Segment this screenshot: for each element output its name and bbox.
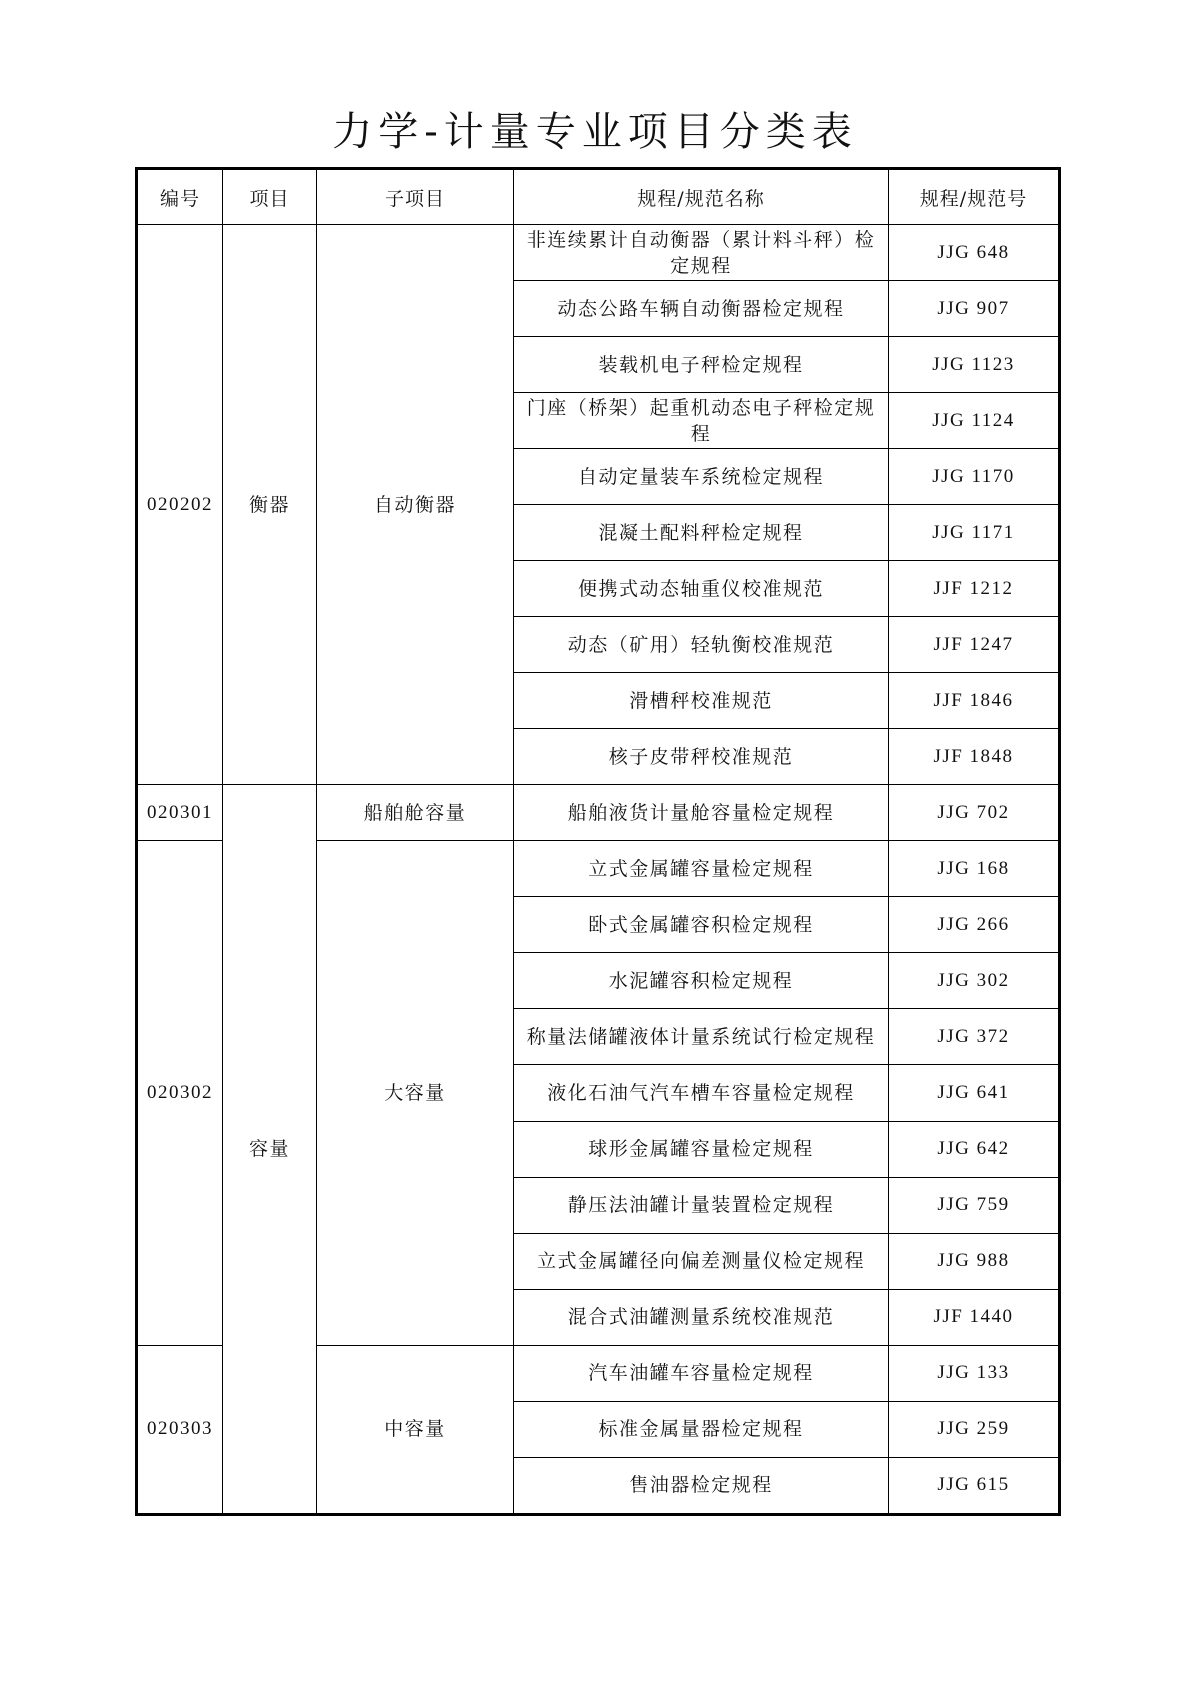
standard-name: 立式金属罐容量检定规程	[514, 841, 889, 897]
header-number: 规程/规范号	[889, 169, 1060, 225]
header-code: 编号	[137, 169, 223, 225]
standard-number: JJG 133	[889, 1345, 1060, 1401]
standard-number: JJF 1247	[889, 617, 1060, 673]
standard-number: JJG 259	[889, 1401, 1060, 1457]
table-row	[137, 785, 1060, 841]
standard-name: 自动定量装车系统检定规程	[514, 449, 889, 505]
standard-number: JJG 648	[889, 225, 1060, 281]
standard-name: 装载机电子秤检定规程	[514, 337, 889, 393]
standard-number: JJF 1848	[889, 729, 1060, 785]
group-code: 020303	[137, 1345, 223, 1514]
page-title: 力学-计量专业项目分类表	[332, 109, 858, 155]
standard-name: 静压法油罐计量装置检定规程	[514, 1177, 889, 1233]
group-code: 020302	[137, 841, 223, 1345]
standard-number: JJF 1440	[889, 1289, 1060, 1345]
standard-number: JJG 641	[889, 1065, 1060, 1121]
header-row	[137, 169, 1060, 225]
standard-name: 滑槽秤校准规范	[514, 673, 889, 729]
standard-number: JJF 1846	[889, 673, 1060, 729]
standard-number: JJG 988	[889, 1233, 1060, 1289]
group-code: 020202	[137, 225, 223, 785]
standard-name: 动态（矿用）轻轨衡校准规范	[514, 617, 889, 673]
standard-number: JJG 1124	[889, 393, 1060, 449]
classification-table	[135, 167, 1061, 1516]
standard-name: 船舶液货计量舱容量检定规程	[514, 785, 889, 841]
standard-number: JJF 1212	[889, 561, 1060, 617]
standard-name: 非连续累计自动衡器（累计料斗秤）检定规程	[514, 225, 889, 281]
group-subitem: 自动衡器	[317, 225, 514, 785]
standard-number: JJG 1123	[889, 337, 1060, 393]
standard-name: 立式金属罐径向偏差测量仪检定规程	[514, 1233, 889, 1289]
standard-name: 液化石油气汽车槽车容量检定规程	[514, 1065, 889, 1121]
group-subitem: 船舶舱容量	[317, 785, 514, 841]
standard-number: JJG 1171	[889, 505, 1060, 561]
standard-name: 称量法储罐液体计量系统试行检定规程	[514, 1009, 889, 1065]
standard-name: 球形金属罐容量检定规程	[514, 1121, 889, 1177]
standard-name: 混凝土配料秤检定规程	[514, 505, 889, 561]
header-item: 项目	[223, 169, 317, 225]
standard-name: 门座（桥架）起重机动态电子秤检定规程	[514, 393, 889, 449]
group-item: 容量	[223, 785, 317, 1515]
table-row	[137, 225, 1060, 281]
standard-name: 卧式金属罐容积检定规程	[514, 897, 889, 953]
group-subitem: 中容量	[317, 1345, 514, 1514]
standard-number: JJG 907	[889, 281, 1060, 337]
group-subitem: 大容量	[317, 841, 514, 1345]
standard-name: 汽车油罐车容量检定规程	[514, 1345, 889, 1401]
standard-name: 核子皮带秤校准规范	[514, 729, 889, 785]
standard-number: JJG 266	[889, 897, 1060, 953]
standard-name: 标准金属量器检定规程	[514, 1401, 889, 1457]
standard-number: JJG 642	[889, 1121, 1060, 1177]
standard-number: JJG 372	[889, 1009, 1060, 1065]
group-item: 衡器	[223, 225, 317, 785]
standard-name: 水泥罐容积检定规程	[514, 953, 889, 1009]
standard-number: JJG 1170	[889, 449, 1060, 505]
standard-name: 动态公路车辆自动衡器检定规程	[514, 281, 889, 337]
standard-name: 混合式油罐测量系统校准规范	[514, 1289, 889, 1345]
group-code: 020301	[137, 785, 223, 841]
header-name: 规程/规范名称	[514, 169, 889, 225]
standard-number: JJG 615	[889, 1457, 1060, 1514]
standard-number: JJG 702	[889, 785, 1060, 841]
standard-name: 售油器检定规程	[514, 1457, 889, 1514]
header-subitem: 子项目	[317, 169, 514, 225]
standard-number: JJG 302	[889, 953, 1060, 1009]
standard-number: JJG 759	[889, 1177, 1060, 1233]
standard-number: JJG 168	[889, 841, 1060, 897]
standard-name: 便携式动态轴重仪校准规范	[514, 561, 889, 617]
